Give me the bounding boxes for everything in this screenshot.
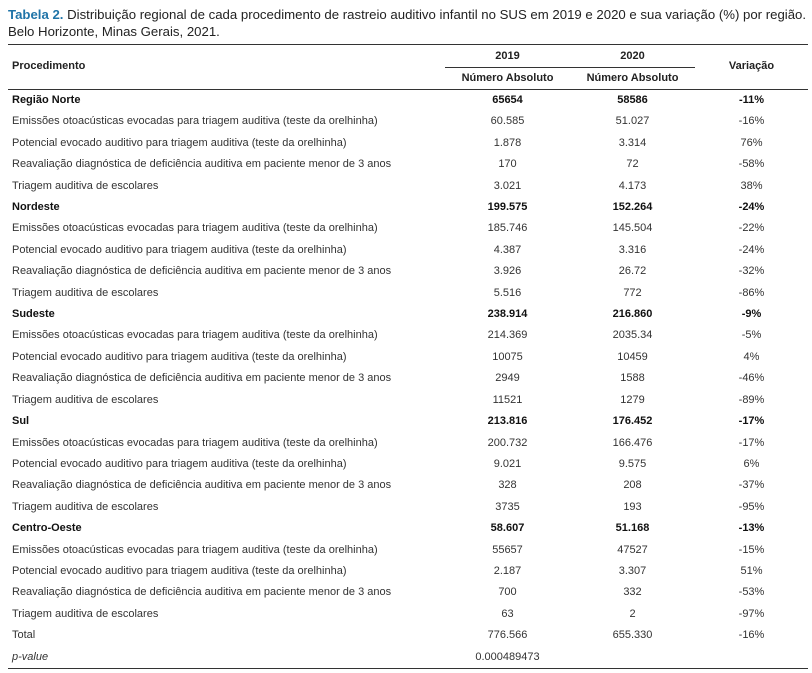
procedure-cell: Potencial evocado auditivo para triagem auditiva (teste da orelhinha) [12, 350, 347, 363]
value-2020-cell: 655.330 [612, 629, 653, 642]
value-2019-cell: 11521 [492, 393, 523, 406]
procedure-cell: Nordeste [12, 201, 60, 214]
value-2020-cell: 58586 [617, 94, 648, 106]
value-2019-cell: 5.516 [493, 286, 522, 299]
procedure-cell: Emissões otoacústicas evocadas para triagem auditiva (teste da orelhinha) [12, 329, 378, 342]
value-2019-cell: 0.000489473 [445, 647, 570, 669]
table-row [8, 133, 808, 154]
table-label: Tabela 2. [8, 7, 64, 22]
table-caption [8, 6, 808, 40]
value-2020-cell: 772 [623, 286, 642, 299]
header-numero-absoluto-2019: Número Absoluto [445, 68, 570, 90]
procedure-cell: Reavaliação diagnóstica de deficiência auditiva em paciente menor de 3 anos [12, 372, 392, 385]
variation-cell: -95% [738, 500, 765, 513]
table-body [8, 90, 808, 669]
value-2020-cell: 51.168 [615, 522, 650, 535]
value-2019-cell: 9.021 [493, 457, 522, 470]
region-row [8, 90, 808, 112]
variation-cell: -5% [741, 329, 762, 342]
table-row [8, 261, 808, 282]
table-row [8, 240, 808, 261]
value-2019-cell: 776.566 [487, 629, 528, 642]
value-2020-cell [570, 647, 695, 669]
value-2020-cell: 193 [623, 500, 642, 513]
value-2020-cell: 47527 [617, 543, 648, 556]
value-2019-cell: 185.746 [487, 222, 528, 235]
procedure-cell: Triagem auditiva de escolares [12, 500, 159, 513]
value-2020-cell: 332 [623, 586, 642, 599]
table-row [8, 625, 808, 646]
procedure-cell: p-value [8, 647, 445, 669]
procedure-cell: Centro-Oeste [12, 522, 82, 535]
value-2020-cell: 1588 [620, 372, 645, 385]
variation-cell: -9% [741, 308, 762, 321]
value-2020-cell: 3.314 [618, 136, 647, 149]
variation-cell: -46% [738, 372, 765, 385]
header-numero-absoluto-2020: Número Absoluto [570, 68, 695, 90]
variation-cell: -24% [738, 201, 765, 214]
value-2019-cell: 4.387 [493, 243, 522, 256]
procedure-cell: Total [12, 629, 36, 642]
table-row [8, 604, 808, 625]
variation-cell: -32% [738, 265, 765, 278]
caption-text: Distribuição regional de cada procedimento de rastreio auditivo infantil no SUS em 2019 e 2020 e sua variação (%) por região. Belo Horizonte, Minas Gerais, 2021. [8, 7, 807, 39]
value-2019-cell: 328 [498, 479, 517, 492]
variation-cell: 4% [743, 350, 760, 363]
variation-cell: -58% [738, 158, 765, 171]
region-row [8, 518, 808, 539]
value-2019-cell: 55657 [492, 543, 523, 556]
table-row [8, 497, 808, 518]
value-2019-cell: 700 [498, 586, 517, 599]
procedure-cell: Triagem auditiva de escolares [12, 179, 159, 192]
variation-cell: -53% [738, 586, 765, 599]
value-2020-cell: 1279 [620, 393, 645, 406]
procedure-cell: Potencial evocado auditivo para triagem auditiva (teste da orelhinha) [12, 457, 347, 470]
value-2020-cell: 9.575 [618, 457, 647, 470]
value-2019-cell: 60.585 [490, 115, 525, 128]
value-2020-cell: 176.452 [612, 415, 653, 428]
value-2019-cell: 58.607 [490, 522, 525, 535]
variation-cell: -89% [738, 393, 765, 406]
procedure-cell: Região Norte [12, 94, 81, 106]
value-2019-cell: 3.926 [493, 265, 522, 278]
value-2020-cell: 26.72 [618, 265, 647, 278]
table-row [8, 561, 808, 582]
table-row [8, 647, 808, 669]
value-2020-cell: 10459 [617, 350, 648, 363]
value-2019-cell: 214.369 [487, 329, 528, 342]
table-row [8, 325, 808, 346]
variation-cell: -24% [738, 243, 765, 256]
procedure-cell: Emissões otoacústicas evocadas para triagem auditiva (teste da orelhinha) [12, 436, 378, 449]
value-2019-cell: 10075 [492, 350, 523, 363]
value-2019-cell: 200.732 [487, 436, 528, 449]
procedure-cell: Sudeste [12, 308, 55, 321]
procedure-cell: Sul [12, 415, 30, 428]
variation-cell: -11% [738, 94, 765, 106]
procedure-cell: Reavaliação diagnóstica de deficiência auditiva em paciente menor de 3 anos [12, 265, 392, 278]
value-2019-cell: 2.187 [493, 564, 522, 577]
procedure-cell: Triagem auditiva de escolares [12, 393, 159, 406]
header-year-2019: 2019 [445, 45, 570, 68]
value-2020-cell: 216.860 [612, 308, 653, 321]
procedure-cell: Emissões otoacústicas evocadas para triagem auditiva (teste da orelhinha) [12, 543, 378, 556]
value-2020-cell: 145.504 [612, 222, 653, 235]
procedure-cell: Potencial evocado auditivo para triagem auditiva (teste da orelhinha) [12, 136, 347, 149]
region-row [8, 304, 808, 325]
procedure-cell: Potencial evocado auditivo para triagem auditiva (teste da orelhinha) [12, 243, 347, 256]
value-2020-cell: 2035.34 [612, 329, 653, 342]
variation-cell: -22% [738, 222, 765, 235]
variation-cell: -17% [738, 436, 765, 449]
variation-cell: 76% [740, 136, 763, 149]
procedure-cell: Triagem auditiva de escolares [12, 607, 159, 620]
value-2020-cell: 3.307 [618, 564, 647, 577]
variation-cell [695, 647, 808, 669]
value-2020-cell: 72 [626, 158, 639, 171]
variation-cell: -16% [738, 629, 765, 642]
variation-cell: -16% [738, 115, 765, 128]
variation-cell: -37% [738, 479, 765, 492]
table-header [8, 45, 808, 90]
data-table [8, 44, 808, 669]
value-2020-cell: 2 [629, 607, 636, 620]
table-row [8, 154, 808, 175]
variation-cell: -97% [738, 607, 765, 620]
procedure-cell: Reavaliação diagnóstica de deficiência auditiva em paciente menor de 3 anos [12, 158, 392, 171]
table-row [8, 540, 808, 561]
region-row [8, 411, 808, 432]
table-row [8, 368, 808, 389]
procedure-cell: Reavaliação diagnóstica de deficiência auditiva em paciente menor de 3 anos [12, 586, 392, 599]
variation-cell: 6% [743, 457, 760, 470]
variation-cell: -17% [738, 415, 765, 428]
header-procedimento: Procedimento [8, 45, 445, 90]
variation-cell: -86% [738, 286, 765, 299]
variation-cell: 51% [740, 564, 763, 577]
table-row [8, 218, 808, 239]
procedure-cell: Emissões otoacústicas evocadas para triagem auditiva (teste da orelhinha) [12, 115, 378, 128]
table-row [8, 582, 808, 603]
procedure-cell: Emissões otoacústicas evocadas para triagem auditiva (teste da orelhinha) [12, 222, 378, 235]
variation-cell: -13% [738, 522, 765, 535]
region-row [8, 197, 808, 218]
procedure-cell: Triagem auditiva de escolares [12, 286, 159, 299]
table-row [8, 347, 808, 368]
procedure-cell: Reavaliação diagnóstica de deficiência auditiva em paciente menor de 3 anos [12, 479, 392, 492]
value-2020-cell: 208 [623, 479, 642, 492]
value-2019-cell: 3735 [495, 500, 520, 513]
value-2019-cell: 199.575 [487, 201, 528, 214]
value-2019-cell: 213.816 [487, 415, 528, 428]
value-2019-cell: 3.021 [493, 179, 522, 192]
header-variacao: Variação [695, 45, 808, 90]
value-2019-cell: 65654 [492, 94, 523, 106]
header-year-2020: 2020 [570, 45, 695, 68]
value-2019-cell: 2949 [495, 372, 520, 385]
table-row [8, 454, 808, 475]
value-2020-cell: 152.264 [612, 201, 653, 214]
table-row [8, 433, 808, 454]
table-row [8, 176, 808, 197]
table-row [8, 283, 808, 304]
table-row [8, 111, 808, 132]
variation-cell: 38% [740, 179, 763, 192]
variation-cell: -15% [738, 543, 765, 556]
value-2020-cell: 51.027 [615, 115, 650, 128]
value-2020-cell: 3.316 [618, 243, 647, 256]
value-2019-cell: 1.878 [493, 136, 522, 149]
table-row [8, 475, 808, 496]
value-2019-cell: 238.914 [487, 308, 528, 321]
table-row [8, 390, 808, 411]
value-2020-cell: 166.476 [612, 436, 653, 449]
value-2020-cell: 4.173 [618, 179, 647, 192]
value-2019-cell: 63 [501, 607, 514, 620]
procedure-cell: Potencial evocado auditivo para triagem auditiva (teste da orelhinha) [12, 564, 347, 577]
value-2019-cell: 170 [498, 158, 517, 171]
